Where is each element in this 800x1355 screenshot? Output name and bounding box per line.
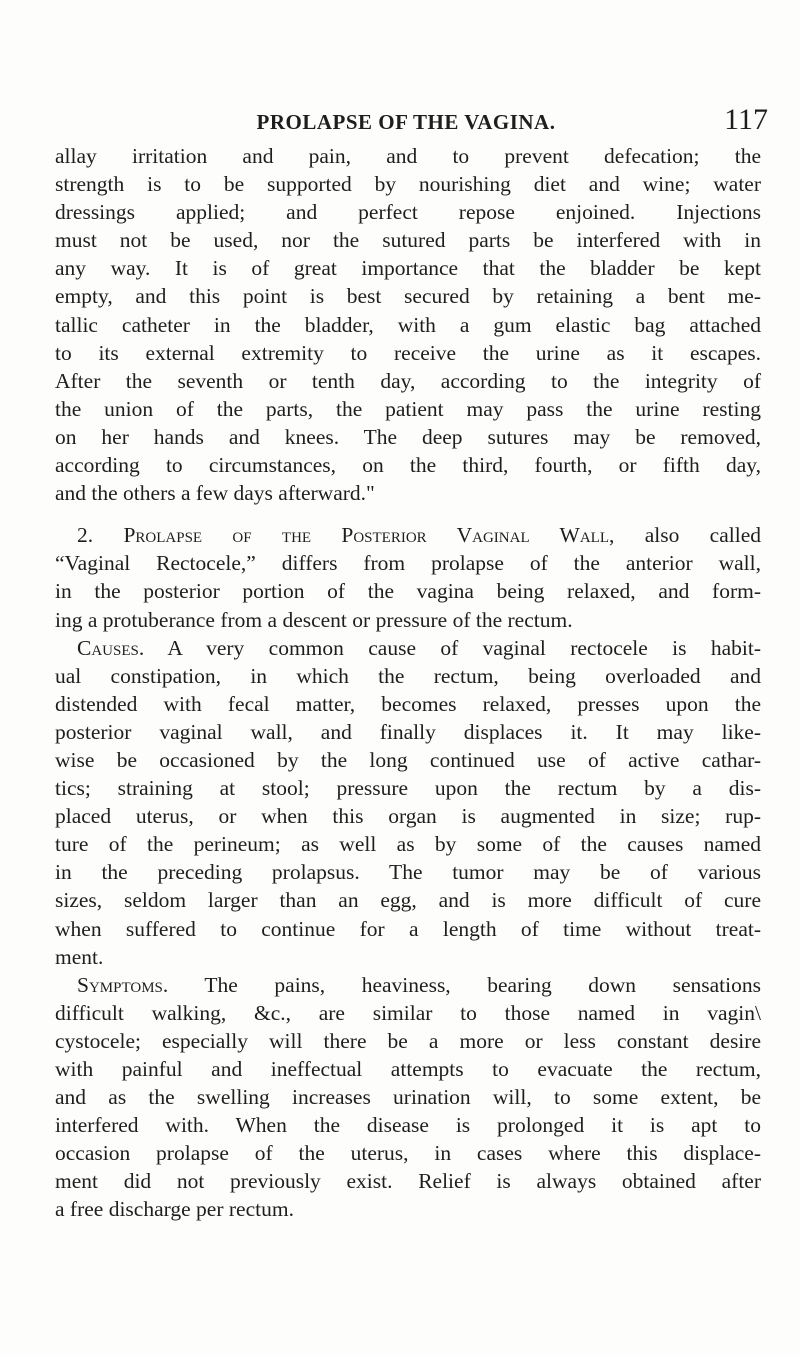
text-line: placed uterus, or when this organ is augmented in size; rup-: [55, 804, 761, 829]
text-line: empty, and this point is best secured by retaining a bent me-: [55, 284, 761, 309]
text-line: in the posterior portion of the vagina being relaxed, and form-: [55, 579, 761, 604]
section-heading: Symptoms.: [77, 972, 169, 997]
text-line: when suffered to continue for a length of time without treat-: [55, 916, 761, 941]
text-line: [55, 971, 761, 999]
running-head: [56, 103, 768, 140]
text-line: cystocele; especially will there be a more or less constant desire: [55, 1028, 761, 1053]
text-line: must not be used, nor the sutured parts be interfered with in: [55, 228, 761, 253]
page-number: 117: [724, 103, 768, 136]
section-heading: Causes.: [77, 635, 145, 660]
text-line: the union of the parts, the patient may pass the urine resting: [55, 396, 761, 421]
text-line: sizes, seldom larger than an egg, and is more difficult of cure: [55, 888, 761, 913]
text-line: ment did not previously exist. Relief is always obtained after: [55, 1169, 761, 1194]
text-line: tallic catheter in the bladder, with a gum elastic bag attached: [55, 312, 761, 337]
text-line: and the others a few days afterward.": [55, 481, 375, 506]
text-line: on her hands and knees. The deep sutures may be removed,: [55, 424, 761, 449]
text-line: ment.: [55, 944, 104, 969]
text-line: strength is to be supported by nourishing diet and wine; water: [55, 172, 761, 197]
text-line: posterior vaginal wall, and finally displaces it. It may like-: [55, 719, 761, 744]
body-text: [55, 142, 761, 1224]
text-line: according to circumstances, on the third, fourth, or fifth day,: [55, 453, 761, 478]
text-line: [55, 521, 761, 549]
text-run: A very common cause of vaginal rectocele is habit-: [144, 635, 761, 660]
text-line: tics; straining at stool; pressure upon the rectum by a dis-: [55, 776, 761, 801]
text-line: a free discharge per rectum.: [55, 1197, 294, 1222]
section-heading: 2. Prolapse of the Posterior Vaginal Wall,: [77, 523, 615, 548]
text-run: also called: [614, 523, 761, 548]
text-line: After the seventh or tenth day, according to the integrity of: [55, 368, 761, 393]
text-line: ing a protuberance from a descent or pressure of the rectum.: [55, 607, 573, 632]
text-line: to its external extremity to receive the urine as it escapes.: [55, 340, 761, 365]
text-line: [55, 634, 761, 662]
text-line: occasion prolapse of the uterus, in cases where this displace-: [55, 1141, 761, 1166]
text-line: in the preceding prolapsus. The tumor may be of various: [55, 860, 761, 885]
text-run: The pains, heaviness, bearing down sensations: [168, 972, 761, 997]
text-line: any way. It is of great importance that the bladder be kept: [55, 256, 761, 281]
text-line: “Vaginal Rectocele,” differs from prolapse of the anterior wall,: [55, 551, 761, 576]
text-line: with painful and ineffectual attempts to evacuate the rectum,: [55, 1057, 761, 1081]
text-line: dressings applied; and perfect repose enjoined. Injections: [55, 200, 761, 225]
paragraph-gap: [55, 507, 761, 521]
text-line: and as the swelling increases urination will, to some extent, be: [55, 1085, 761, 1110]
text-line: ual constipation, in which the rectum, being overloaded and: [55, 663, 761, 688]
text-line: difficult walking, &c., are similar to those named in vagin\: [55, 1000, 761, 1025]
running-title: PROLAPSE OF THE VAGINA.: [256, 110, 556, 134]
text-line: interfered with. When the disease is prolonged it is apt to: [55, 1113, 761, 1138]
text-line: distended with fecal matter, becomes relaxed, presses upon the: [55, 691, 761, 716]
text-line: wise be occasioned by the long continued use of active cathar-: [55, 747, 761, 772]
text-line: allay irritation and pain, and to prevent defecation; the: [55, 144, 761, 168]
text-line: ture of the perineum; as well as by some of the causes named: [55, 832, 761, 857]
